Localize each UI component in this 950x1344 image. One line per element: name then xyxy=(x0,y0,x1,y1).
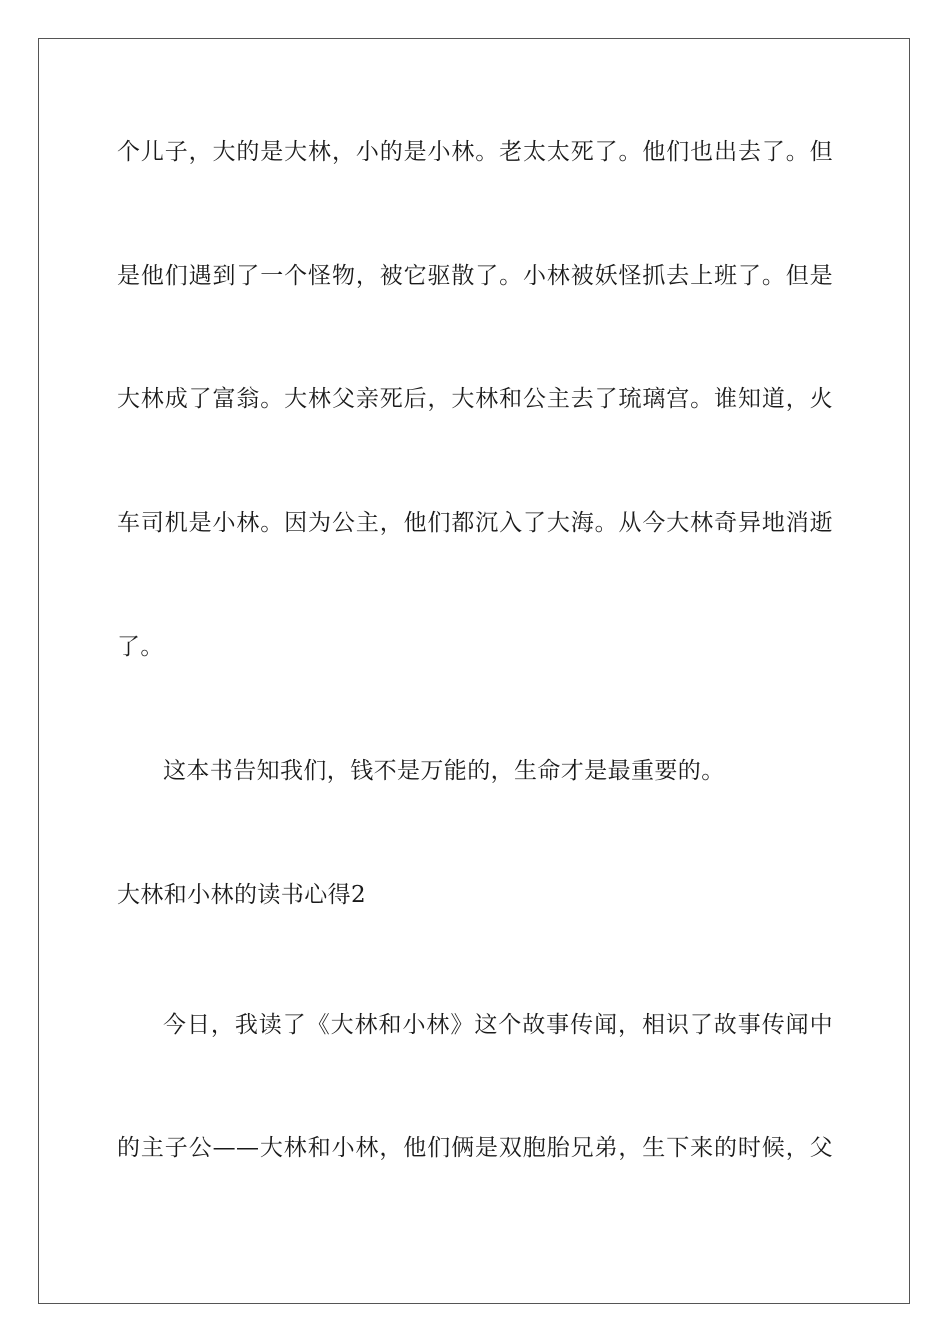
body-text-line-1: 个儿子，大的是大林，小的是小林。老太太死了。他们也出去了。但 xyxy=(117,139,833,165)
section-heading: 大林和小林的读书心得2 xyxy=(117,882,367,908)
conclusion-paragraph: 这本书告知我们，钱不是万能的，生命才是最重要的。 xyxy=(163,758,725,784)
body-text-line-2: 是他们遇到了一个怪物，被它驱散了。小林被妖怪抓去上班了。但是 xyxy=(117,263,833,289)
section-text-line-1: 今日，我读了《大林和小林》这个故事传闻，相识了故事传闻中 xyxy=(163,1012,833,1038)
section-text-line-2: 的主子公——大林和小林，他们俩是双胞胎兄弟，生下来的时候，父 xyxy=(117,1135,833,1161)
body-text-line-4: 车司机是小林。因为公主，他们都沉入了大海。从今大林奇异地消逝 xyxy=(117,510,833,536)
page-border xyxy=(38,38,910,1304)
body-text-line-3: 大林成了富翁。大林父亲死后，大林和公主去了琉璃宫。谁知道，火 xyxy=(117,386,833,412)
body-text-line-5: 了。 xyxy=(117,634,164,660)
